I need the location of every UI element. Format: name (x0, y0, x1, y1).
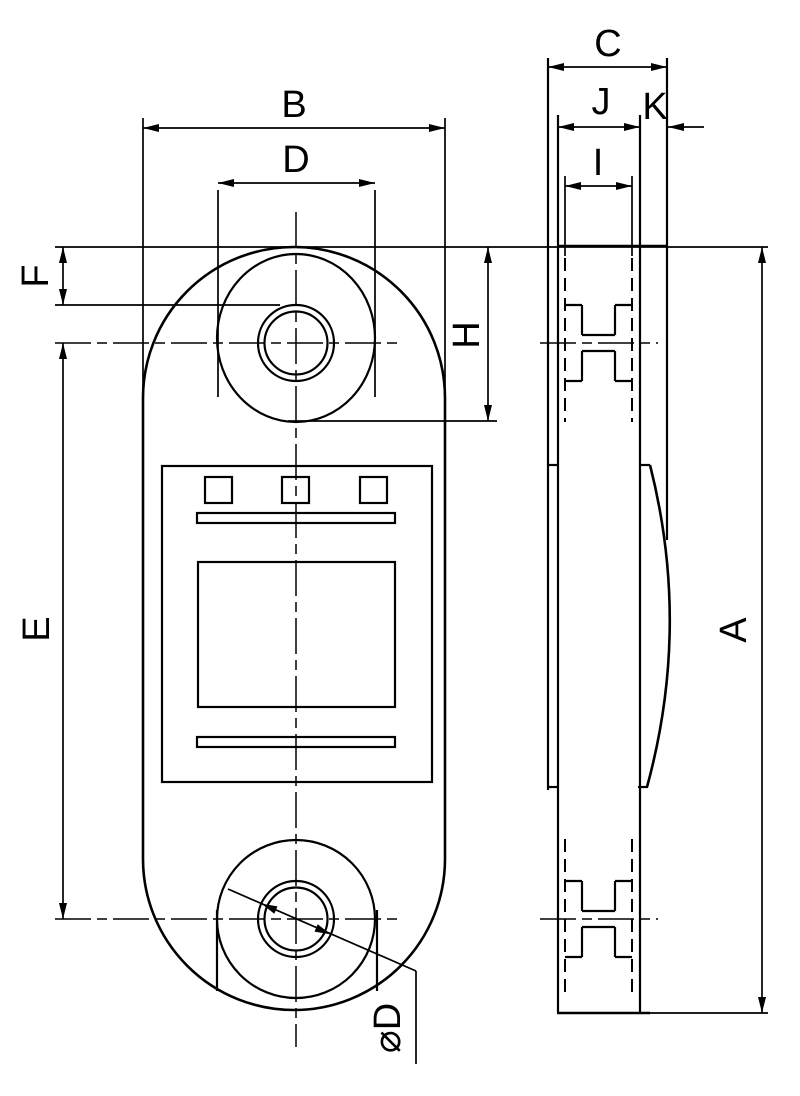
label-c: C (594, 23, 622, 65)
side-view (540, 58, 670, 1013)
panel-button-3 (360, 477, 387, 503)
front-view (55, 118, 445, 1047)
panel-button-1 (205, 477, 232, 503)
label-j: J (591, 81, 611, 123)
dimension-labels (15, 23, 755, 1053)
label-a: A (713, 617, 755, 643)
label-d: D (282, 139, 310, 181)
label-e: E (16, 616, 58, 642)
label-phi-d: ⌀D (367, 1002, 409, 1054)
label-f: F (15, 264, 57, 288)
label-k: K (642, 86, 668, 128)
label-i: I (592, 142, 604, 184)
label-h: H (446, 321, 488, 349)
front-body-outline (143, 247, 445, 1010)
label-b: B (281, 84, 307, 126)
